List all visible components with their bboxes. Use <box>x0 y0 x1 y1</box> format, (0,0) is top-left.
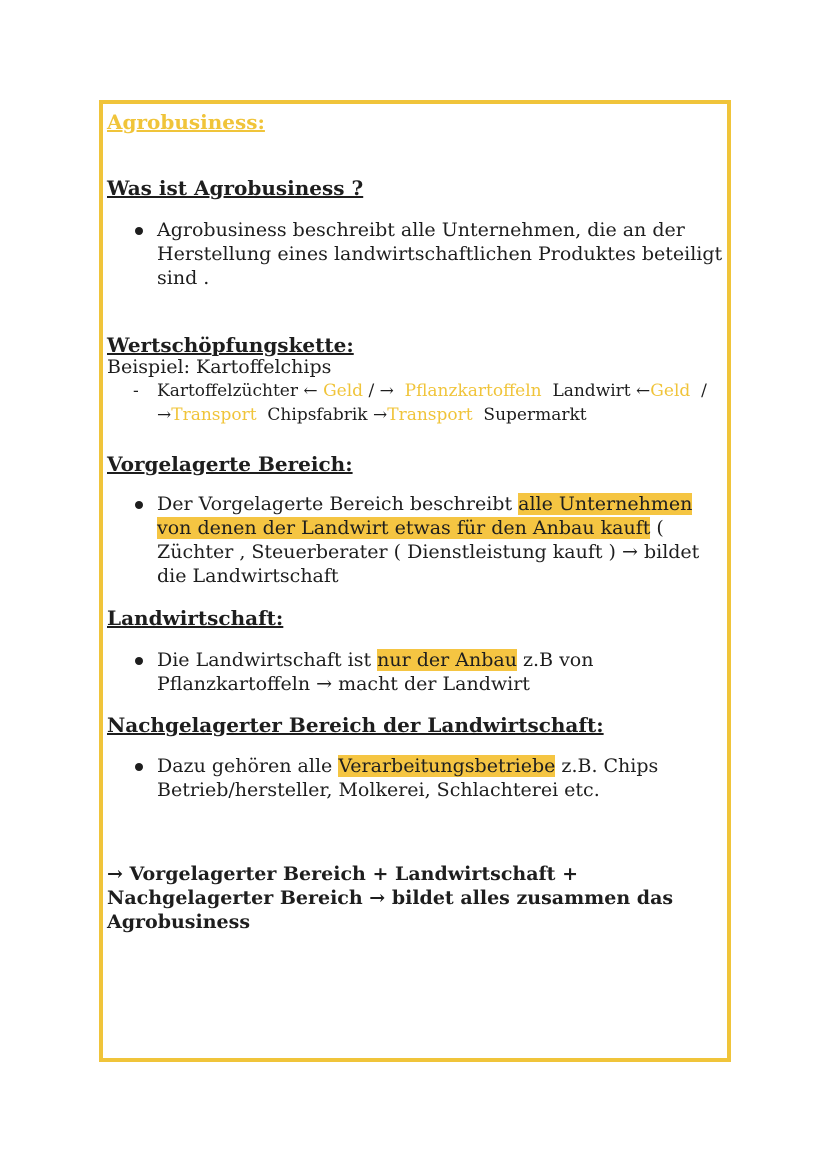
bullet-dot-icon <box>135 657 143 665</box>
chain-geld-2: Geld <box>650 381 691 401</box>
bullet-landwirtschaft <box>135 648 725 696</box>
chain-slash: / <box>701 381 707 401</box>
bullet-dot-icon <box>135 227 143 235</box>
landwirtschaft-pre: Die Landwirtschaft ist <box>157 649 378 671</box>
vorgelagert-post: ( Züchter , Steuerberater ( Dienstleistung kauft ) → bildet die Landwirtschaft <box>157 517 700 587</box>
heading-was-ist-agrobusiness: Was ist Agrobusiness ? <box>107 176 364 200</box>
vorgelagert-text <box>157 492 725 588</box>
bullet-dot-icon <box>135 763 143 771</box>
chain-arrow-2: → <box>157 405 172 425</box>
dash-marker: - <box>133 381 139 401</box>
definition-text: Agrobusiness beschreibt alle Unternehmen, die an der Herstellung eines landwirtschaftlichen Produktes beteiligt sind . <box>157 219 723 289</box>
landwirtschaft-highlight: nur der Anbau <box>377 649 517 671</box>
chain-kartoffelzuechter: Kartoffelzüchter ← <box>157 381 318 401</box>
nachgelagert-text <box>157 754 725 802</box>
bullet-nachgelagerter-bereich <box>135 754 725 802</box>
value-chain-line-2 <box>157 403 707 427</box>
chain-landwirt: Landwirt ← <box>552 381 651 401</box>
vorgelagert-pre: Der Vorgelagerte Bereich beschreibt <box>157 493 519 515</box>
chain-pflanzkartoffeln: Pflanzkartoffeln <box>404 381 542 401</box>
nachgelagert-highlight: Verarbeitungsbetriebe <box>338 755 556 777</box>
chain-geld-1: Geld <box>323 381 364 401</box>
nachgelagert-post: z.B. Chips Betrieb/hersteller, Molkerei, Schlachterei etc. <box>157 755 659 801</box>
heading-wertschoepfungskette: Wertschöpfungskette: <box>107 333 354 357</box>
chain-arrow-1: / → <box>368 381 394 401</box>
summary-text: → Vorgelagerter Bereich + Landwirtschaft + Nachgelagerter Bereich → bildet alles zusammen das Agrobusiness <box>107 863 674 933</box>
heading-landwirtschaft: Landwirtschaft: <box>107 606 284 630</box>
heading-nachgelagerter-bereich: Nachgelagerter Bereich der Landwirtschaft: <box>107 713 604 737</box>
chain-supermarkt: Supermarkt <box>483 405 587 425</box>
bullet-definition <box>135 218 725 290</box>
chain-chipsfabrik: Chipsfabrik → <box>267 405 388 425</box>
value-chain-list <box>133 379 707 427</box>
heading-vorgelagerte-bereich: Vorgelagerte Bereich: <box>107 452 353 476</box>
vorgelagert-highlight: alle Unternehmen von denen der Landwirt etwas für den Anbau kauft <box>157 493 693 539</box>
example-line: Beispiel: Kartoffelchips <box>107 356 332 378</box>
chain-transport-2: Transport <box>387 405 473 425</box>
chain-transport-1: Transport <box>171 405 257 425</box>
landwirtschaft-post: z.B von Pflanzkartoffeln → macht der Landwirt <box>157 649 594 695</box>
bullet-dot-icon <box>135 501 143 509</box>
page-title: Agrobusiness: <box>107 110 265 134</box>
bullet-vorgelagerter-bereich <box>135 492 725 588</box>
landwirtschaft-text <box>157 648 725 696</box>
nachgelagert-pre: Dazu gehören alle <box>157 755 339 777</box>
value-chain-line-1 <box>157 379 707 403</box>
